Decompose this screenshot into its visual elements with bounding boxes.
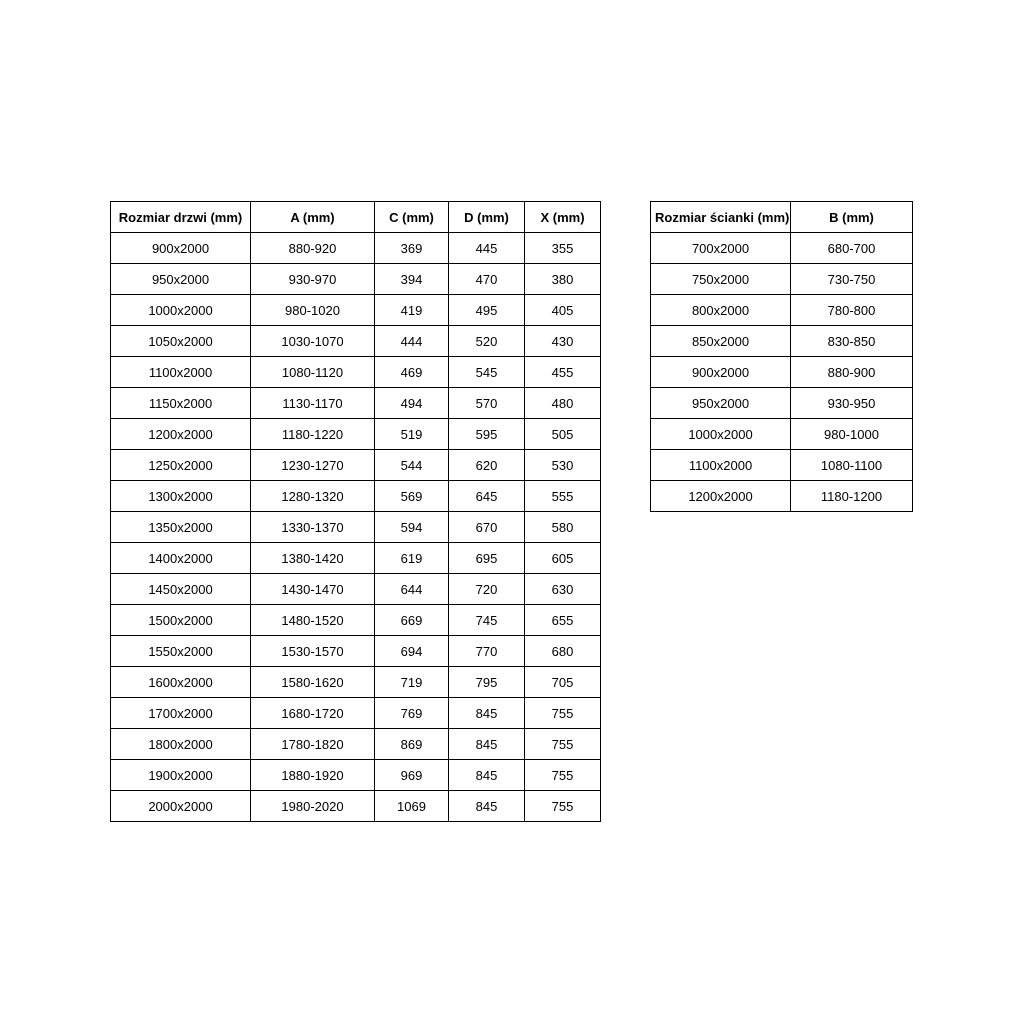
table-cell: 705 [525, 667, 601, 698]
table-cell: 1980-2020 [251, 791, 375, 822]
table-header-row [651, 202, 913, 233]
table-cell: 745 [449, 605, 525, 636]
table-row [111, 698, 601, 729]
table-row [111, 264, 601, 295]
table-row [111, 419, 601, 450]
table-cell: 770 [449, 636, 525, 667]
table-cell: 1030-1070 [251, 326, 375, 357]
table-cell: 469 [375, 357, 449, 388]
table-row [651, 419, 913, 450]
table-row [111, 729, 601, 760]
table-row [111, 667, 601, 698]
table-cell: 880-920 [251, 233, 375, 264]
table-cell: 1530-1570 [251, 636, 375, 667]
table-cell: 569 [375, 481, 449, 512]
table-row [111, 543, 601, 574]
table-cell: 1069 [375, 791, 449, 822]
column-header: B (mm) [791, 202, 913, 233]
table-cell: 769 [375, 698, 449, 729]
table-cell: 405 [525, 295, 601, 326]
table-cell: 900x2000 [651, 357, 791, 388]
table-header-row [111, 202, 601, 233]
wall-dimensions-table [650, 201, 913, 512]
table-cell: 394 [375, 264, 449, 295]
table-cell: 800x2000 [651, 295, 791, 326]
table-cell: 494 [375, 388, 449, 419]
table-cell: 1330-1370 [251, 512, 375, 543]
table-cell: 1150x2000 [111, 388, 251, 419]
table-cell: 380 [525, 264, 601, 295]
table-cell: 1380-1420 [251, 543, 375, 574]
column-header: Rozmiar ścianki (mm) [651, 202, 791, 233]
table-cell: 1000x2000 [651, 419, 791, 450]
table-cell: 1400x2000 [111, 543, 251, 574]
table-cell: 1880-1920 [251, 760, 375, 791]
table-cell: 480 [525, 388, 601, 419]
table-cell: 1780-1820 [251, 729, 375, 760]
table-cell: 845 [449, 791, 525, 822]
table-cell: 1000x2000 [111, 295, 251, 326]
table-cell: 1230-1270 [251, 450, 375, 481]
table-cell: 845 [449, 698, 525, 729]
table-cell: 900x2000 [111, 233, 251, 264]
table-cell: 755 [525, 729, 601, 760]
table-cell: 969 [375, 760, 449, 791]
table-cell: 950x2000 [111, 264, 251, 295]
table-cell: 1200x2000 [651, 481, 791, 512]
table-cell: 930-970 [251, 264, 375, 295]
table-row [651, 450, 913, 481]
table-cell: 630 [525, 574, 601, 605]
door-dimensions-table [110, 201, 601, 822]
table-cell: 670 [449, 512, 525, 543]
table-row [111, 760, 601, 791]
table-row [111, 636, 601, 667]
table-cell: 980-1020 [251, 295, 375, 326]
column-header: Rozmiar drzwi (mm) [111, 202, 251, 233]
table-cell: 1680-1720 [251, 698, 375, 729]
table-cell: 1580-1620 [251, 667, 375, 698]
table-row [111, 791, 601, 822]
table-cell: 1180-1200 [791, 481, 913, 512]
table-cell: 730-750 [791, 264, 913, 295]
table-cell: 1480-1520 [251, 605, 375, 636]
table-cell: 1800x2000 [111, 729, 251, 760]
table-row [111, 357, 601, 388]
table-cell: 669 [375, 605, 449, 636]
column-header: C (mm) [375, 202, 449, 233]
table-row [111, 388, 601, 419]
table-cell: 545 [449, 357, 525, 388]
table-cell: 419 [375, 295, 449, 326]
table-row [111, 481, 601, 512]
table-cell: 1250x2000 [111, 450, 251, 481]
table-cell: 605 [525, 543, 601, 574]
table-cell: 1280-1320 [251, 481, 375, 512]
table-cell: 1080-1120 [251, 357, 375, 388]
table-cell: 980-1000 [791, 419, 913, 450]
table-row [111, 574, 601, 605]
table-cell: 570 [449, 388, 525, 419]
table-cell: 1550x2000 [111, 636, 251, 667]
table-cell: 869 [375, 729, 449, 760]
column-header: D (mm) [449, 202, 525, 233]
table-cell: 1700x2000 [111, 698, 251, 729]
table-row [111, 295, 601, 326]
table-cell: 519 [375, 419, 449, 450]
table-cell: 719 [375, 667, 449, 698]
table-cell: 1180-1220 [251, 419, 375, 450]
table-cell: 750x2000 [651, 264, 791, 295]
table-cell: 720 [449, 574, 525, 605]
table-cell: 644 [375, 574, 449, 605]
table-cell: 645 [449, 481, 525, 512]
table-cell: 1200x2000 [111, 419, 251, 450]
table-cell: 694 [375, 636, 449, 667]
column-header: A (mm) [251, 202, 375, 233]
table-cell: 1600x2000 [111, 667, 251, 698]
table-row [111, 326, 601, 357]
table-cell: 580 [525, 512, 601, 543]
table-cell: 680 [525, 636, 601, 667]
table-cell: 1300x2000 [111, 481, 251, 512]
table-cell: 355 [525, 233, 601, 264]
table-cell: 1350x2000 [111, 512, 251, 543]
table-cell: 655 [525, 605, 601, 636]
table-cell: 470 [449, 264, 525, 295]
table-row [651, 326, 913, 357]
table-cell: 369 [375, 233, 449, 264]
table-cell: 445 [449, 233, 525, 264]
table-cell: 544 [375, 450, 449, 481]
table-row [651, 388, 913, 419]
table-row [651, 233, 913, 264]
table-cell: 620 [449, 450, 525, 481]
table-cell: 530 [525, 450, 601, 481]
table-cell: 455 [525, 357, 601, 388]
table-cell: 555 [525, 481, 601, 512]
table-cell: 930-950 [791, 388, 913, 419]
table-row [651, 481, 913, 512]
table-row [651, 264, 913, 295]
table-cell: 700x2000 [651, 233, 791, 264]
table-cell: 755 [525, 791, 601, 822]
table-cell: 695 [449, 543, 525, 574]
column-header: X (mm) [525, 202, 601, 233]
table-cell: 1900x2000 [111, 760, 251, 791]
table-cell: 1050x2000 [111, 326, 251, 357]
table-cell: 830-850 [791, 326, 913, 357]
table-cell: 495 [449, 295, 525, 326]
table-cell: 950x2000 [651, 388, 791, 419]
table-cell: 1080-1100 [791, 450, 913, 481]
table-cell: 1100x2000 [651, 450, 791, 481]
table-row [111, 605, 601, 636]
table-cell: 619 [375, 543, 449, 574]
table-cell: 1100x2000 [111, 357, 251, 388]
table-cell: 850x2000 [651, 326, 791, 357]
table-cell: 1500x2000 [111, 605, 251, 636]
table-cell: 845 [449, 760, 525, 791]
table-row [111, 233, 601, 264]
table-cell: 1430-1470 [251, 574, 375, 605]
table-cell: 780-800 [791, 295, 913, 326]
table-cell: 880-900 [791, 357, 913, 388]
table-row [111, 450, 601, 481]
table-row [651, 357, 913, 388]
table-cell: 520 [449, 326, 525, 357]
table-cell: 755 [525, 698, 601, 729]
table-cell: 795 [449, 667, 525, 698]
table-cell: 1450x2000 [111, 574, 251, 605]
table-row [651, 295, 913, 326]
table-cell: 2000x2000 [111, 791, 251, 822]
table-cell: 1130-1170 [251, 388, 375, 419]
table-cell: 430 [525, 326, 601, 357]
table-cell: 444 [375, 326, 449, 357]
table-cell: 845 [449, 729, 525, 760]
table-cell: 594 [375, 512, 449, 543]
table-row [111, 512, 601, 543]
table-cell: 505 [525, 419, 601, 450]
table-cell: 680-700 [791, 233, 913, 264]
table-cell: 595 [449, 419, 525, 450]
table-cell: 755 [525, 760, 601, 791]
